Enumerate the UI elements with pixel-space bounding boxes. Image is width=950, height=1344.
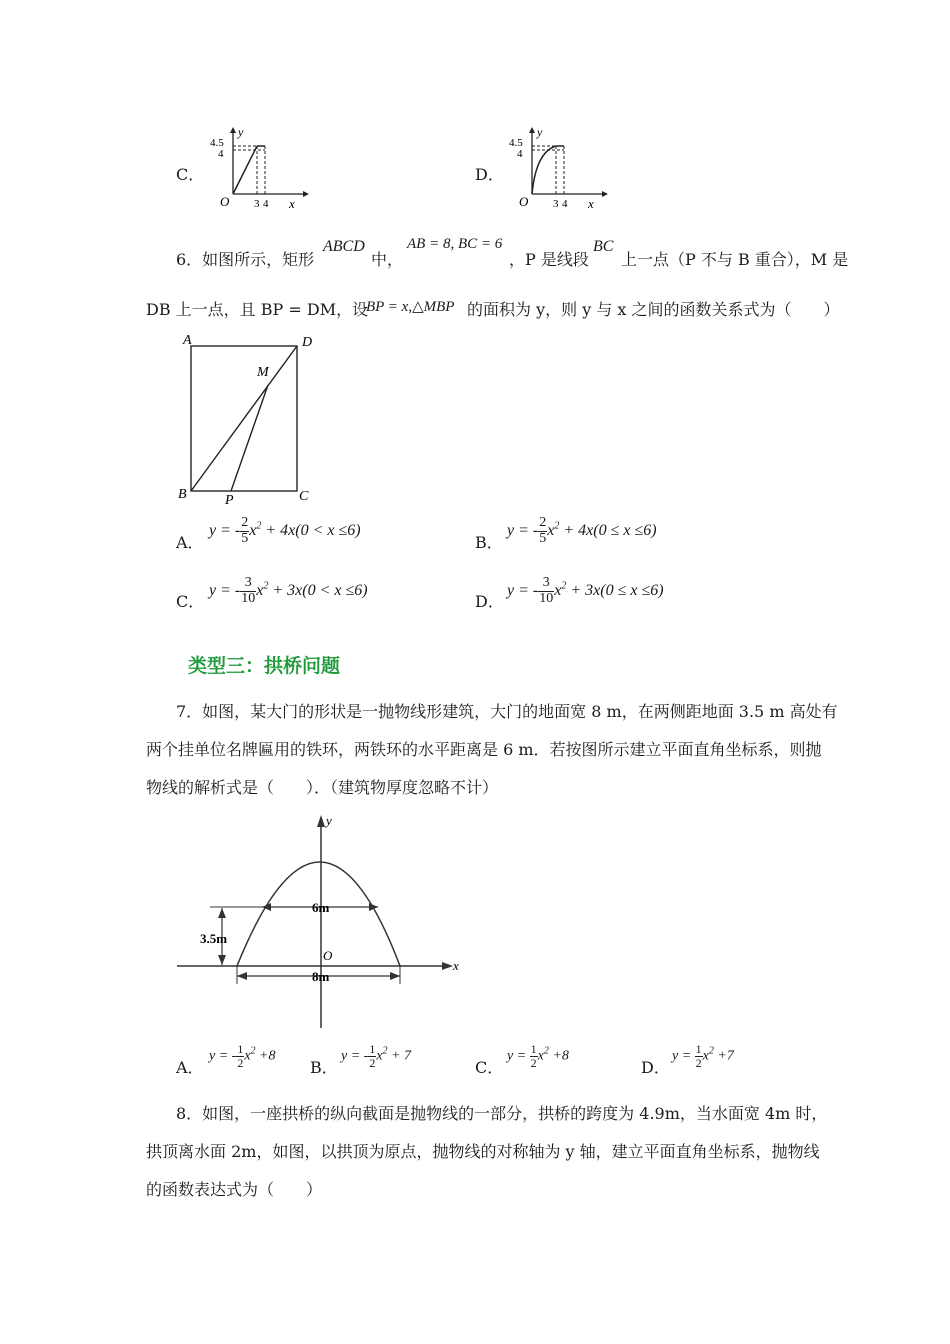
q6-option-a-letter: A． [176, 533, 204, 552]
vertex-b: B [178, 487, 187, 502]
q8-line-1: 8．如图，一座拱桥的纵向截面是抛物线的一部分，拱桥的跨度为 4.9m，当水面宽 4m 时， [176, 1104, 828, 1123]
x-label: x [289, 196, 295, 211]
q5-graph-d [504, 124, 614, 212]
q6-math-set: BP = x,△MBP [366, 299, 455, 315]
q6-text-3: ，P 是线段 [509, 250, 589, 269]
q6-math-abcd: ABCD [323, 238, 365, 255]
y-label: y [326, 813, 332, 828]
tick-4x: 4 [263, 198, 269, 210]
label-8m: 8m [312, 969, 330, 984]
diagonal-bd [191, 346, 297, 491]
q7-option-c-formula: y = $\frac{1}{2}$ $x^2 +8$ [507, 1042, 569, 1070]
q6-text-1: 6．如图所示，矩形 [176, 250, 315, 269]
label-6m: 6m [312, 900, 330, 915]
q6-text-4: 上一点（P 不与 B 重合），M 是 [621, 250, 849, 269]
q7-option-a-letter: A． [176, 1058, 204, 1077]
graph-segment-1 [233, 146, 257, 194]
q6-option-d-formula: y = - $\frac{3}{10}$ $x^2 + 3x(0 \le x \le 6)$ [507, 575, 664, 606]
q5-graph-c [205, 124, 315, 212]
q7-option-b-formula: y = - $\frac{1}{2}$ $x^2 + 7$ [341, 1042, 411, 1070]
q7-option-b-letter: B． [310, 1058, 338, 1077]
q7-line-2: 两个挂单位名牌匾用的铁环，两铁环的水平距离是 6 m．若按图所示建立平面直角坐标系，则抛 [146, 740, 822, 759]
q7-line-1: 7．如图，某大门的形状是一抛物线形建筑，大门的地面宽 8 m，在两侧距地面 3.5 m 高处有 [176, 702, 838, 721]
q6-math-bc: BC [593, 238, 614, 255]
vertex-a: A [183, 333, 192, 348]
q6-option-d-letter: D． [475, 592, 504, 611]
q5-option-c-label: C． [176, 165, 205, 184]
segment-mp [231, 385, 268, 491]
y-label: y [238, 125, 244, 139]
q7-line-3: 物线的解析式是（ ）．（建筑物厚度忽略不计） [146, 778, 499, 797]
x-label: x [588, 196, 594, 211]
section-heading: 类型三：拱桥问题 [188, 655, 341, 677]
tick-4: 4 [218, 148, 224, 160]
tick-4x: 4 [562, 198, 568, 210]
point-m: M [257, 365, 269, 380]
q6-text-6: 的面积为 y，则 y 与 x 之间的函数关系式为（ ） [467, 300, 840, 319]
q7-option-d-letter: D． [641, 1058, 670, 1077]
vertex-c: C [299, 489, 309, 504]
q6-option-b-formula: y = - $\frac{2}{5}$ $x^2 + 4x(0 \le x \le 6)$ [507, 515, 657, 546]
tick-4-5: 4.5 [509, 137, 523, 149]
point-p: P [225, 493, 234, 508]
tick-4: 4 [517, 148, 523, 160]
q8-line-3: 的函数表达式为（ ） [146, 1180, 323, 1199]
x-label: x [453, 958, 459, 973]
origin-label: O [519, 194, 529, 209]
q6-option-c-formula: y = - $\frac{3}{10}$ $x^2 + 3x(0 < x \le 6)$ [209, 575, 368, 606]
origin-label: O [323, 948, 333, 963]
q7-option-c-letter: C． [475, 1058, 504, 1077]
q6-text-5: DB 上一点，且 BP = DM，设 [146, 300, 369, 319]
q6-text-2: 中， [371, 250, 404, 269]
vertex-d: D [302, 335, 313, 350]
graph-curve [532, 146, 556, 194]
q6-math-given: AB = 8, BC = 6 [407, 236, 503, 252]
y-label: y [537, 125, 543, 139]
tick-3: 3 [553, 198, 559, 210]
q6-rectangle-figure [172, 328, 322, 510]
q6-option-c-letter: C． [176, 592, 205, 611]
origin-label: O [220, 194, 230, 209]
q6-option-a-formula: y = - $\frac{2}{5}$ $x^2 + 4x(0 < x \le 6)$ [209, 515, 361, 546]
q7-option-a-formula: y = - $\frac{1}{2}$ $x^2 +8$ [209, 1042, 276, 1070]
q6-option-b-letter: B． [475, 533, 503, 552]
q7-option-d-formula: y = $\frac{1}{2}$ $x^2 +7$ [672, 1042, 734, 1070]
q7-parabola-figure [172, 808, 472, 1030]
q5-option-d-label: D． [475, 165, 504, 184]
tick-4-5: 4.5 [210, 137, 224, 149]
tick-3: 3 [254, 198, 260, 210]
label-3-5m: 3.5m [200, 931, 228, 946]
q8-line-2: 拱顶离水面 2m，如图，以拱顶为原点，抛物线的对称轴为 y 轴，建立平面直角坐标系，抛物线 [146, 1142, 820, 1161]
